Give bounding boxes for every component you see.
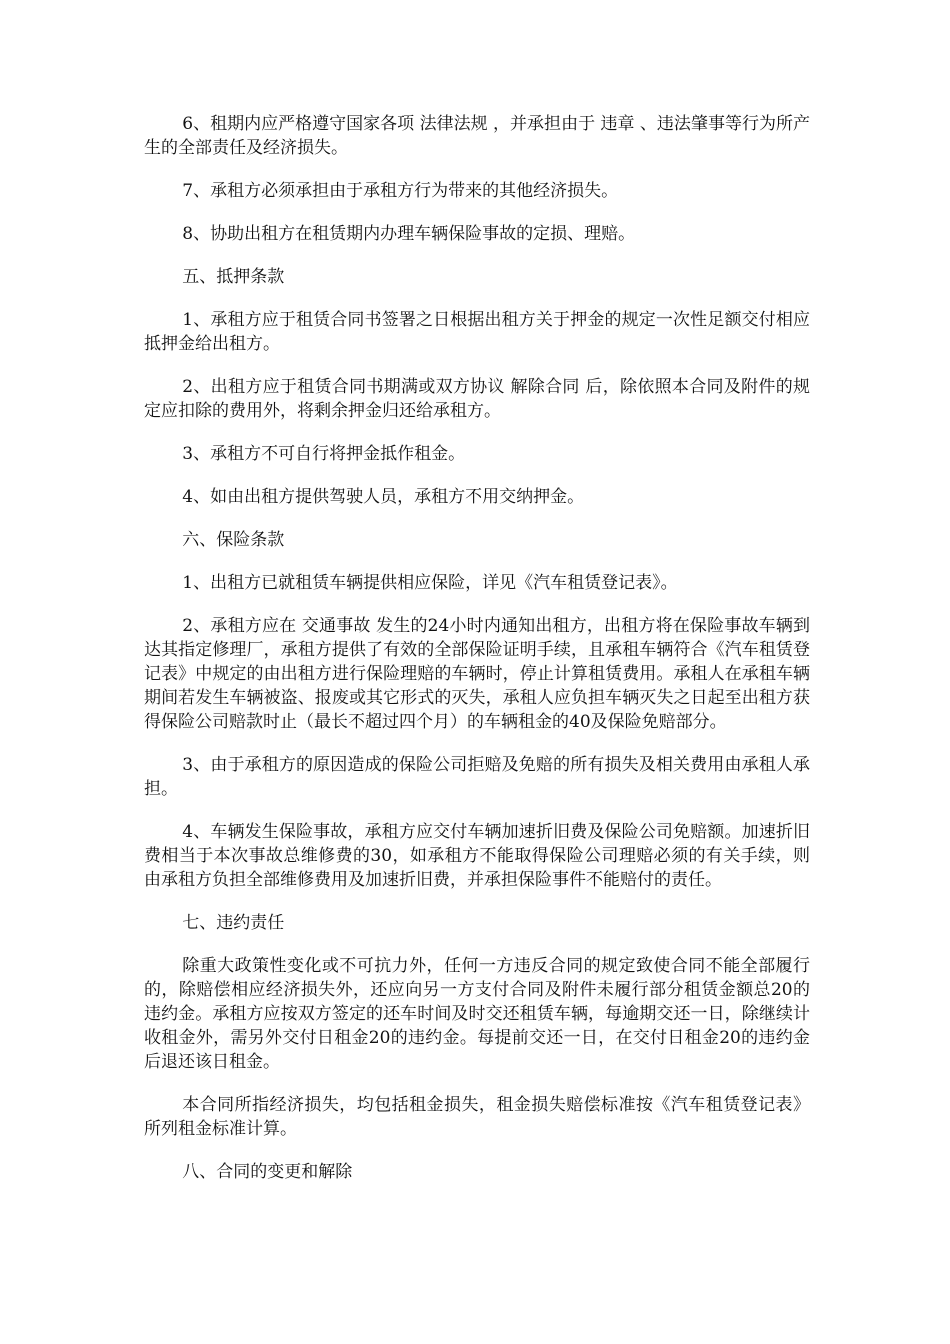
section-heading: 五、抵押条款 [182,267,285,287]
clause-paragraph: 6、租期内应严格遵守国家各项 法律法规 ，并承担由于 违章 、违法肇事等行为所产生的全部责任及经济损失。 [144,114,810,158]
clause-paragraph: 8、协助出租方在租赁期内办理车辆保险事故的定损、理赔。 [182,224,636,244]
clause-paragraph: 2、出租方应于租赁合同书期满或双方协议 解除合同 后，除依照本合同及附件的规定应扣除的费用外，将剩余押金归还给承租方。 [144,377,810,421]
section-heading: 六、保险条款 [182,530,285,550]
section-heading: 八、合同的变更和解除 [182,1162,353,1182]
clause-paragraph: 1、出租方已就租赁车辆提供相应保险，详见《汽车租赁登记表》。 [182,573,678,593]
clause-paragraph: 3、由于承租方的原因造成的保险公司拒赔及免赔的所有损失及相关费用由承租人承担。 [144,755,810,799]
clause-paragraph: 2、承租方应在 交通事故 发生的24小时内通知出租方，出租方将在保险事故车辆到达其指定修理厂，承租方提供了有效的全部保险证明手续，且承租车辆符合《汽车租赁登记表》中规定的由出租方进行保险理赔的车辆时，停止计算租赁费用。承租人在承租车辆期间若发生车辆被盗、报废或其它形式的灭失，承租人应负担车辆灭失之日起至出租方获得保险公司赔款时止（最长不超过四个月）的车辆租金的40及保险免赔部分。 [144,616,810,732]
document-body [144,112,810,1203]
clause-paragraph: 除重大政策性变化或不可抗力外，任何一方违反合同的规定致使合同不能全部履行的，除赔偿相应经济损失外，还应向另一方支付合同及附件未履行部分租赁金额总20的违约金。承租方应按双方签定的还车时间及时交还租赁车辆，每逾期交还一日，除继续计收租金外，需另外交付日租金20的违约金。每提前交还一日，在交付日租金20的违约金后退还该日租金。 [144,956,810,1072]
clause-paragraph: 1、承租方应于租赁合同书签署之日根据出租方关于押金的规定一次性足额交付相应抵押金给出租方。 [144,310,810,354]
clause-paragraph: 本合同所指经济损失，均包括租金损失，租金损失赔偿标准按《汽车租赁登记表》所列租金标准计算。 [144,1095,810,1139]
section-heading: 七、违约责任 [182,913,285,933]
clause-paragraph: 3、承租方不可自行将押金抵作租金。 [182,444,466,464]
clause-paragraph: 4、车辆发生保险事故，承租方应交付车辆加速折旧费及保险公司免赔额。加速折旧费相当于本次事故总维修费的30，如承租方不能取得保险公司理赔必须的有关手续，则由承租方负担全部维修费用及加速折旧费，并承担保险事件不能赔付的责任。 [144,822,810,890]
clause-paragraph: 4、如由出租方提供驾驶人员，承租方不用交纳押金。 [182,487,585,507]
clause-paragraph: 7、承租方必须承担由于承租方行为带来的其他经济损失。 [182,181,619,201]
